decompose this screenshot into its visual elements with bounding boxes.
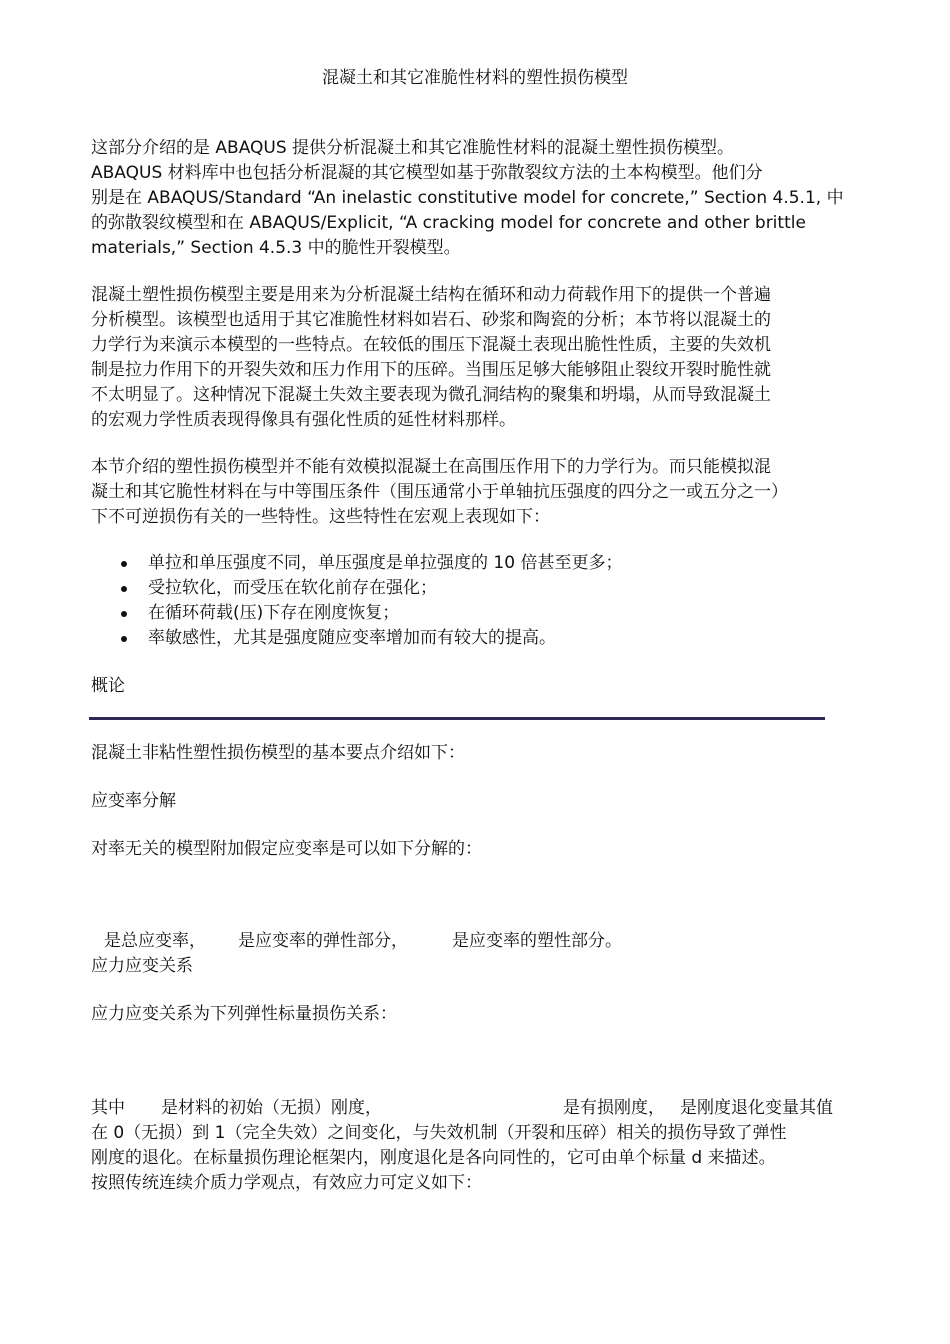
intro-line: 这部分介绍的是 ABAQUS 提供分析混凝土和其它准脆性材料的混凝土塑性损伤模型。 <box>91 138 735 158</box>
bullet-icon <box>121 636 127 642</box>
where-line: 按照传统连续介质力学观点，有效应力可定义如下： <box>91 1173 482 1193</box>
feature-list <box>91 551 851 651</box>
decomposition-heading: 应变率分解 <box>91 791 176 811</box>
intro-line: ABAQUS 材料库中也包括分析混凝的其它模型如基于弥散裂纹方法的土本构模型。他们分 <box>91 163 763 183</box>
list-item <box>91 626 851 651</box>
page-title: 混凝土和其它准脆性材料的塑性损伤模型 <box>322 68 628 88</box>
overview-heading: 概论 <box>91 676 125 696</box>
total-strain-rate-text: 是总应变率， <box>104 931 206 951</box>
limits-line: 凝土和其它脆性材料在与中等围压条件（围压通常小于单轴抗压强度的四分之一或五分之一） <box>91 482 788 502</box>
list-item <box>91 551 851 576</box>
list-item-text: 受拉软化，而受压在软化前存在强化； <box>148 578 437 598</box>
where-label: 其中 <box>91 1098 125 1118</box>
where-paragraph <box>91 1096 861 1196</box>
where-first-line <box>91 1096 861 1121</box>
list-item <box>91 576 851 601</box>
intro-line: materials,” Section 4.5.3 中的脆性开裂模型。 <box>91 238 461 258</box>
list-item-text: 率敏感性，尤其是强度随应变率增加而有较大的提高。 <box>148 628 556 648</box>
intro-line: 的弥散裂纹模型和在 ABAQUS/Explicit, “A cracking model for concrete and other brittle <box>91 213 806 233</box>
purpose-paragraph <box>91 283 861 433</box>
bullet-icon <box>121 611 127 617</box>
intro-paragraph <box>91 136 861 261</box>
list-item-text: 在循环荷载(压)下存在刚度恢复； <box>148 603 400 623</box>
intro-line: 别是在 ABAQUS/Standard “An inelastic constitutive model for concrete,” Section 4.5.1, 中 <box>91 188 844 208</box>
elastic-strain-rate-text: 是应变率的弹性部分， <box>238 931 408 951</box>
section-divider <box>89 717 825 720</box>
bullet-icon <box>121 561 127 567</box>
purpose-line: 分析模型。该模型也适用于其它准脆性材料如岩石、砂浆和陶瓷的分析；本节将以混凝土的 <box>91 310 771 330</box>
where-line: 刚度的退化。在标量损伤理论框架内，刚度退化是各向同性的，它可由单个标量 d 来描述。 <box>91 1148 776 1168</box>
stress-strain-heading: 应力应变关系 <box>91 956 193 976</box>
plastic-strain-rate-text: 是应变率的塑性部分。 <box>452 931 622 951</box>
damaged-stiffness-text: 是有损刚度， <box>563 1098 665 1118</box>
intro-points-text: 混凝土非粘性塑性损伤模型的基本要点介绍如下： <box>91 743 465 763</box>
initial-stiffness-text: 是材料的初始（无损）刚度， <box>161 1098 382 1118</box>
degradation-variable-text: 是刚度退化变量其值 <box>680 1098 833 1118</box>
decomposition-text: 对率无关的模型附加假定应变率是可以如下分解的： <box>91 839 482 859</box>
list-item <box>91 601 851 626</box>
purpose-line: 不太明显了。这种情况下混凝土失效主要表现为微孔洞结构的聚集和坍塌，从而导致混凝土 <box>91 385 771 405</box>
limits-line: 下不可逆损伤有关的一些特性。这些特性在宏观上表现如下： <box>91 507 550 527</box>
limits-line: 本节介绍的塑性损伤模型并不能有效模拟混凝土在高围压作用下的力学行为。而只能模拟混 <box>91 457 771 477</box>
purpose-line: 力学行为来演示本模型的一些特点。在较低的围压下混凝土表现出脆性性质，主要的失效机 <box>91 335 771 355</box>
purpose-line: 制是拉力作用下的开裂失效和压力作用下的压碎。当围压足够大能够阻止裂纹开裂时脆性就 <box>91 360 771 380</box>
where-line: 在 0（无损）到 1（完全失效）之间变化，与失效机制（开裂和压碎）相关的损伤导致了弹性 <box>91 1123 787 1143</box>
purpose-line: 混凝土塑性损伤模型主要是用来为分析混凝土结构在循环和动力荷载作用下的提供一个普遍 <box>91 285 771 305</box>
list-item-text: 单拉和单压强度不同，单压强度是单拉强度的 10 倍甚至更多； <box>148 553 623 573</box>
bullet-icon <box>121 586 127 592</box>
stress-strain-text: 应力应变关系为下列弹性标量损伤关系： <box>91 1004 397 1024</box>
purpose-line: 的宏观力学性质表现得像具有强化性质的延性材料那样。 <box>91 410 516 430</box>
limits-paragraph <box>91 455 861 530</box>
